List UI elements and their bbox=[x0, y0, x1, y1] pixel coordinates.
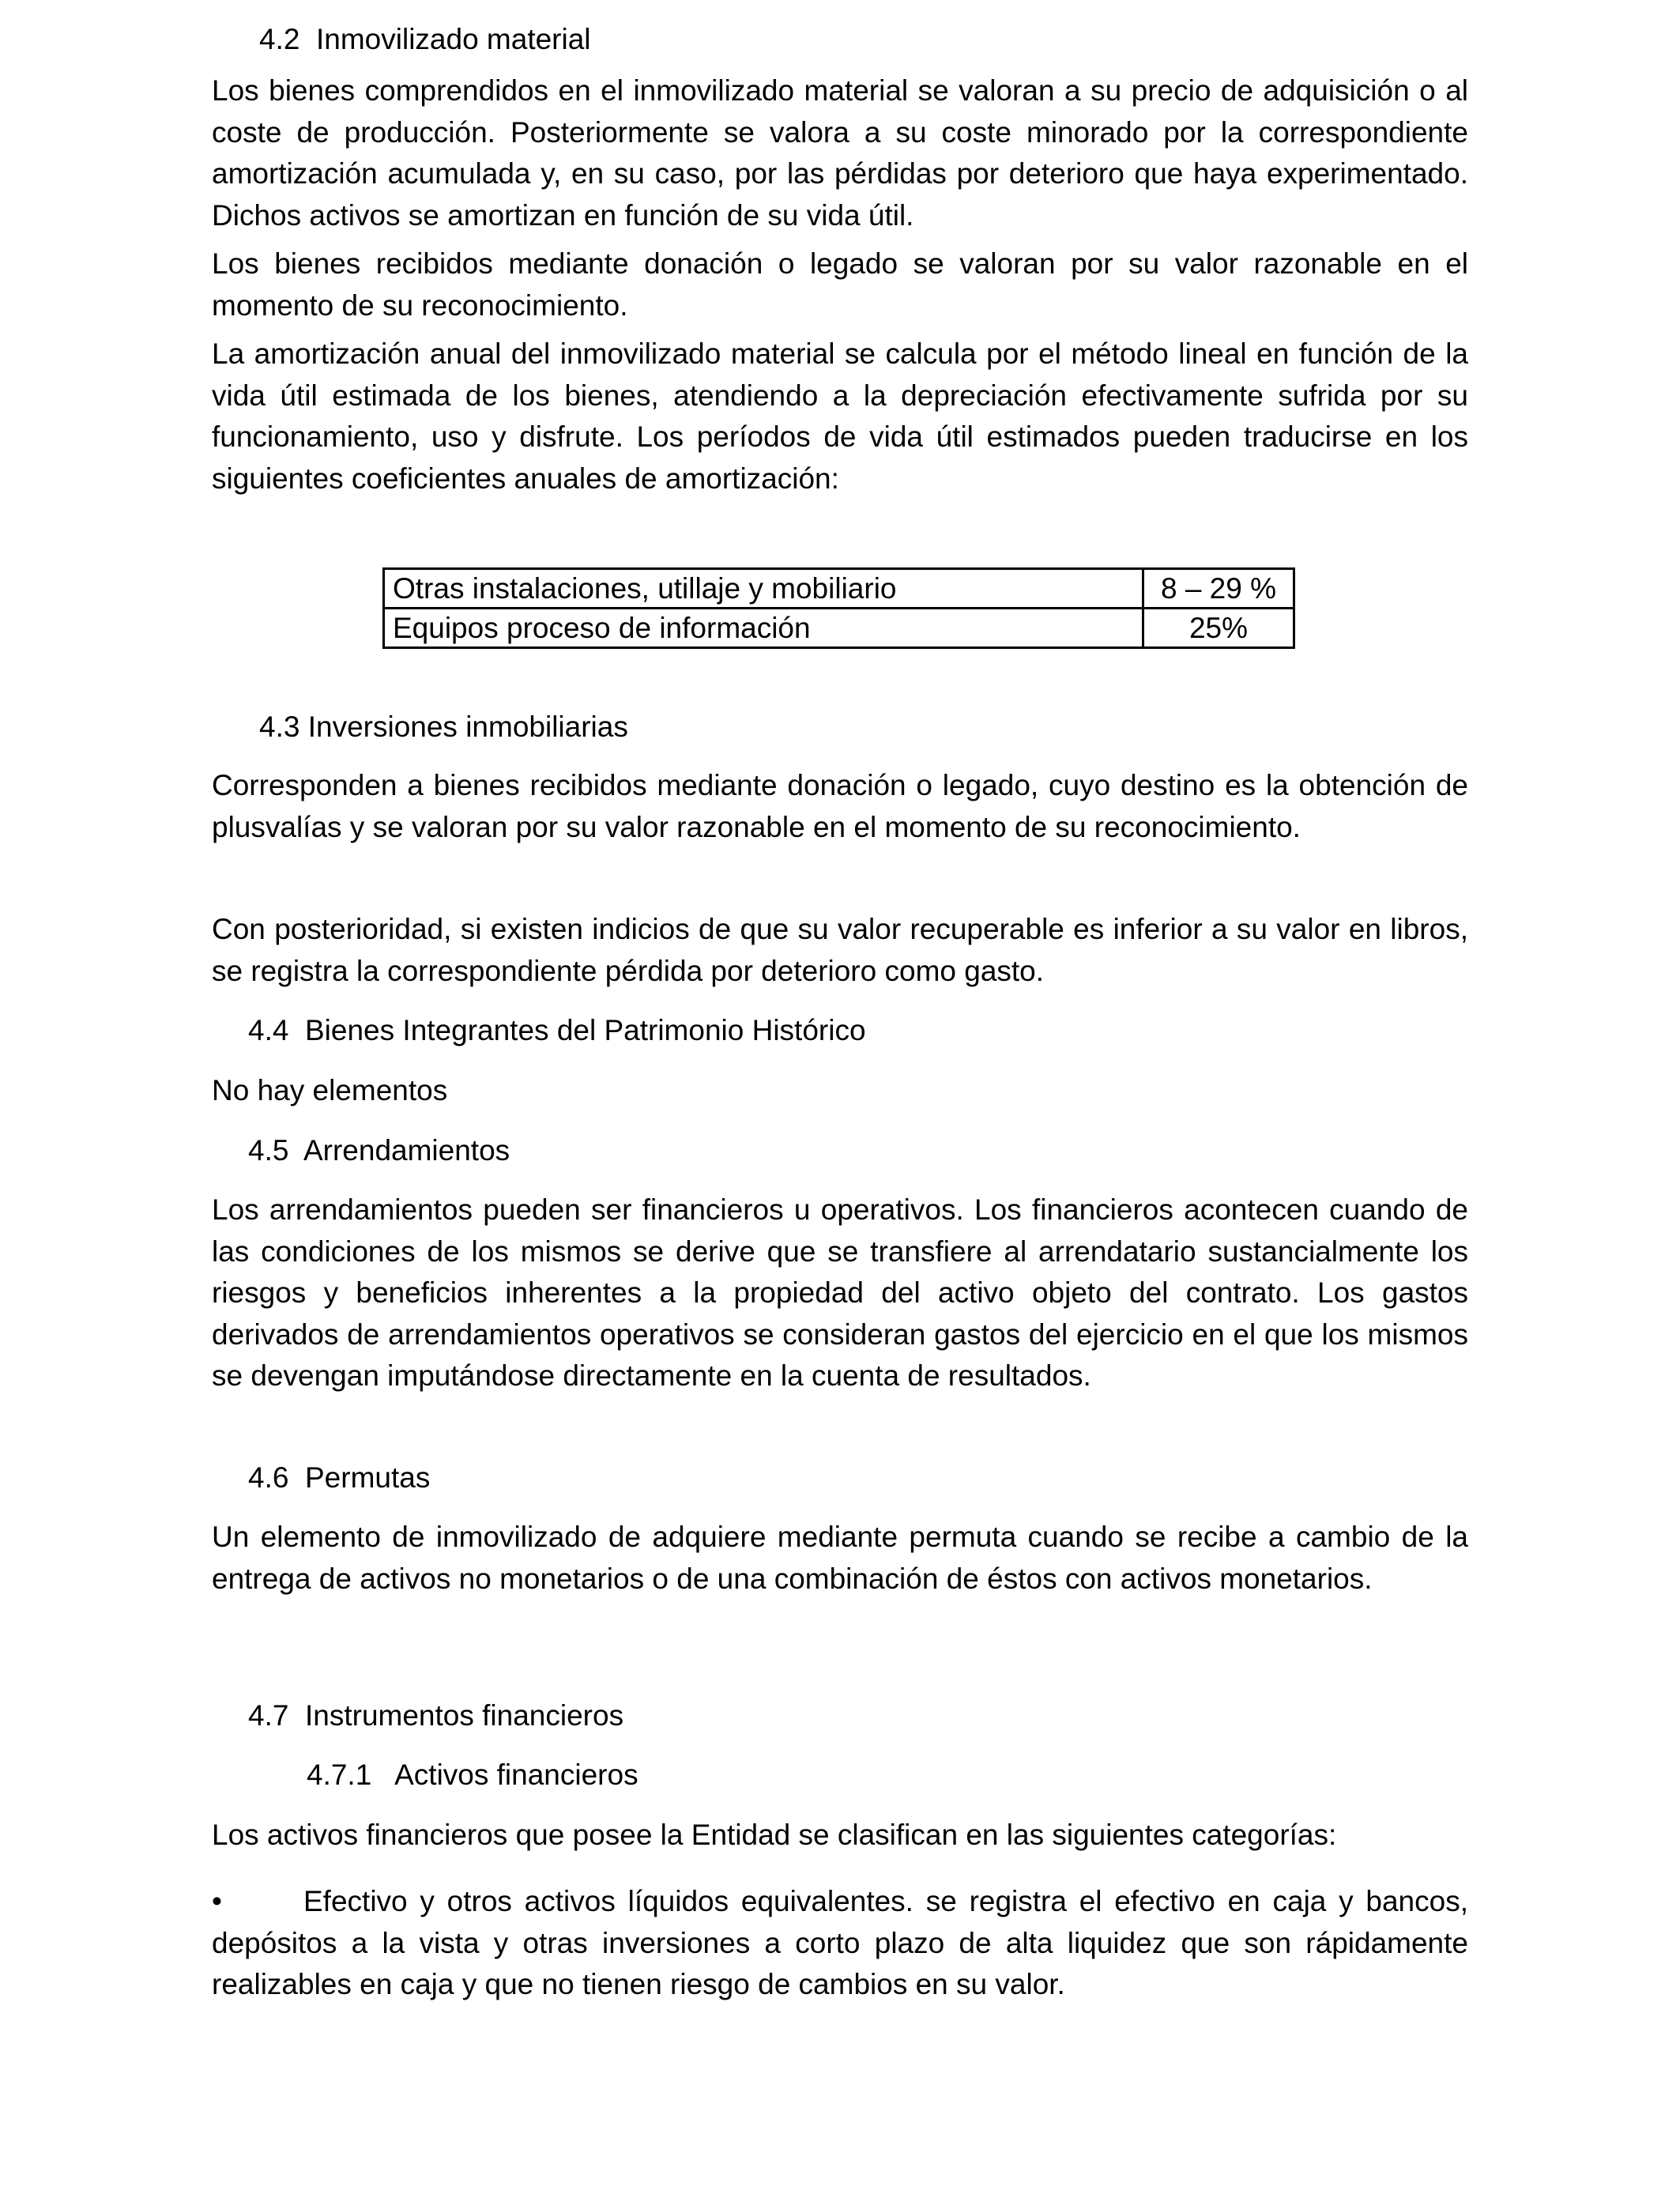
paragraph-4-5-1: Los arrendamientos pueden ser financieros u operativos. Los financieros acontecen cuando de las condiciones de los mismos se derive que se transfiere al arrendatario sustancialmente los riesgos y beneficios inherentes a la propiedad del activo objeto del contrato. Los gastos derivados de arrendamientos operativos se consideran gastos del ejercicio en el que los mismos se devengan imputándose directamente en la cuenta de resultados. bbox=[212, 1193, 1468, 1392]
paragraph-4-3-1: Corresponden a bienes recibidos mediante donación o legado, cuyo destino es la obtención de plusvalías y se valoran por su valor razonable en el momento de su reconocimiento. bbox=[212, 769, 1468, 843]
heading-4-2 bbox=[259, 19, 591, 60]
table-cell-value: 25% bbox=[1143, 609, 1294, 648]
paragraph-4-3-2: Con posterioridad, si existen indicios de que su valor recuperable es inferior a su valor en libros, se registra la correspondiente pérdida por deterioro como gasto. bbox=[212, 913, 1468, 987]
table-row bbox=[384, 569, 1294, 609]
heading-title: Bienes Integrantes del Patrimonio Histórico bbox=[305, 1014, 866, 1046]
bullet-item bbox=[212, 1881, 1468, 2006]
paragraph-4-6-1: Un elemento de inmovilizado de adquiere mediante permuta cuando se recibe a cambio de la entrega de activos no monetarios o de una combinación de éstos con activos monetarios. bbox=[212, 1521, 1468, 1595]
heading-number: 4.2 bbox=[259, 23, 300, 55]
heading-4-7-1 bbox=[307, 1755, 638, 1796]
table-cell-value: 8 – 29 % bbox=[1143, 569, 1294, 609]
heading-number: 4.7 bbox=[248, 1699, 289, 1732]
heading-title: Permutas bbox=[305, 1461, 431, 1494]
bullet-text bbox=[212, 1881, 1468, 2006]
bullet-text-content: Efectivo y otros activos líquidos equivalentes. se registra el efectivo en caja y bancos, depósitos a la vista y otras inversiones a corto plazo de alta liquidez que son rápidamente realizables en caja y que no tienen riesgo de cambios en su valor. bbox=[212, 1885, 1468, 2000]
paragraph-4-2-2: Los bienes recibidos mediante donación o legado se valoran por su valor razonable en el momento de su reconocimiento. bbox=[212, 247, 1468, 322]
heading-title: Inversiones inmobiliarias bbox=[307, 711, 628, 743]
heading-number: 4.3 bbox=[259, 711, 300, 743]
heading-number: 4.5 bbox=[248, 1134, 289, 1167]
table-cell-label: Equipos proceso de información bbox=[384, 609, 1143, 648]
bullet-icon: • bbox=[212, 1885, 222, 1917]
paragraph-4-4-1: No hay elementos bbox=[212, 1074, 448, 1106]
heading-4-3 bbox=[259, 707, 628, 748]
heading-number: 4.6 bbox=[248, 1461, 289, 1494]
paragraph-4-2-1: Los bienes comprendidos en el inmovilizado material se valoran a su precio de adquisición o al coste de producción. Posteriormente se valora a su coste minorado por la correspondiente amortización acumulada y, en su caso, por las pérdidas por deterioro que haya experimentado. Dichos activos se amortizan en función de su vida útil. bbox=[212, 74, 1468, 232]
heading-4-6 bbox=[248, 1457, 430, 1498]
heading-4-5 bbox=[248, 1130, 510, 1171]
heading-number: 4.7.1 bbox=[307, 1759, 372, 1791]
heading-4-7 bbox=[248, 1695, 623, 1736]
paragraph-4-7-1: Los activos financieros que posee la Entidad se clasifican en las siguientes categorías: bbox=[212, 1819, 1337, 1851]
amortization-table bbox=[382, 567, 1295, 649]
heading-4-4 bbox=[248, 1010, 866, 1051]
table-cell-label: Otras instalaciones, utillaje y mobiliario bbox=[384, 569, 1143, 609]
heading-title: Inmovilizado material bbox=[316, 23, 591, 55]
paragraph-4-2-3: La amortización anual del inmovilizado material se calcula por el método lineal en función de la vida útil estimada de los bienes, atendiendo a la depreciación efectivamente sufrida por su funcionamiento, uso y disfrute. Los períodos de vida útil estimados pueden traducirse en los siguientes coeficientes anuales de amortización: bbox=[212, 337, 1468, 495]
heading-title: Instrumentos financieros bbox=[305, 1699, 624, 1732]
heading-title: Arrendamientos bbox=[303, 1134, 510, 1167]
heading-title: Activos financieros bbox=[394, 1759, 638, 1791]
heading-number: 4.4 bbox=[248, 1014, 289, 1046]
table-row bbox=[384, 609, 1294, 648]
